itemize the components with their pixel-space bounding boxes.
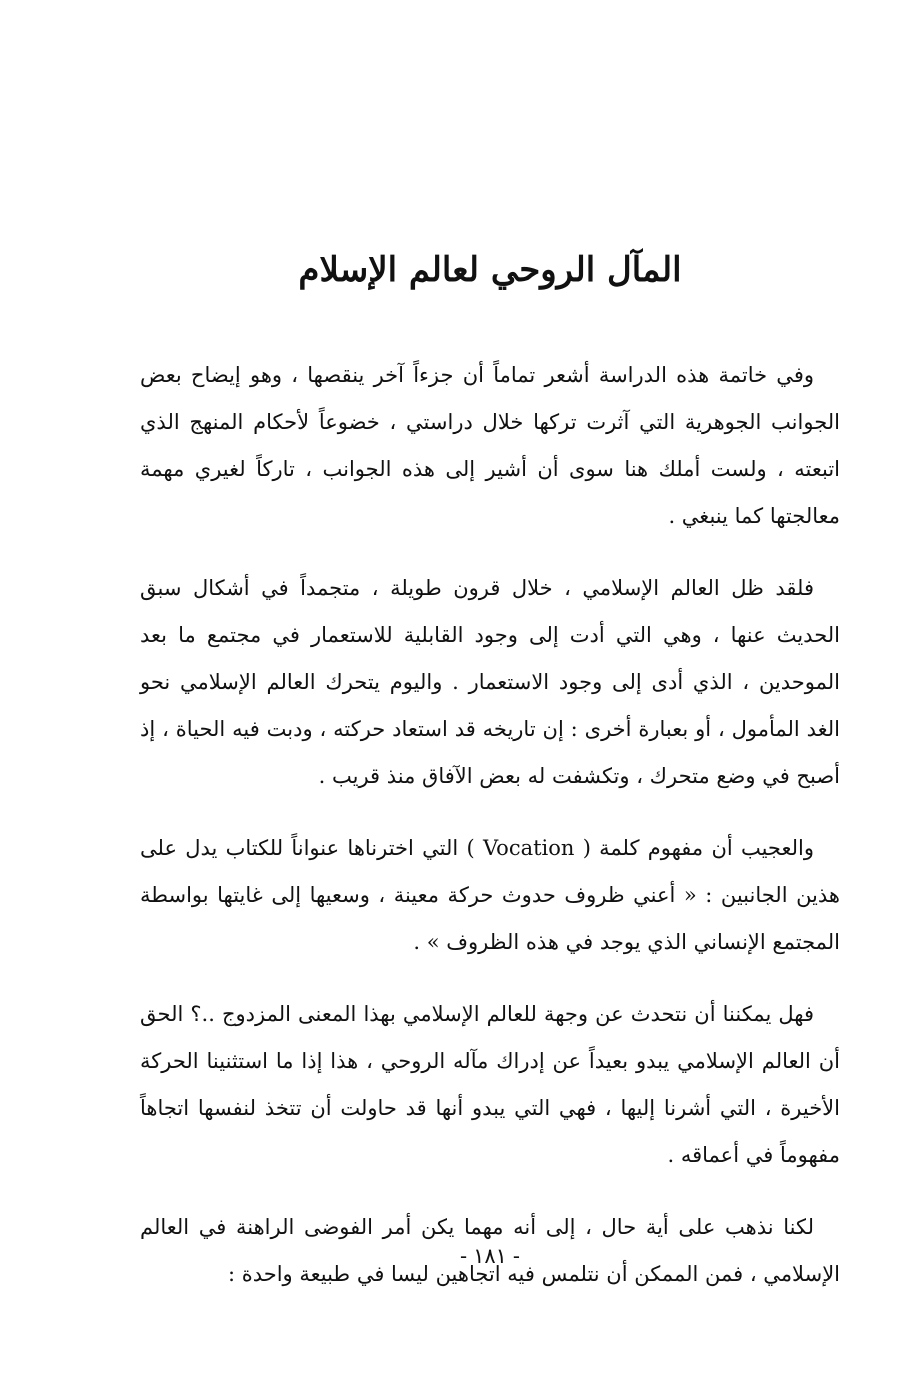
folio-dash-right: - [512, 1244, 521, 1268]
folio-dash-left: - [459, 1244, 468, 1268]
paragraph-2: فلقد ظل العالم الإسلامي ، خلال قرون طويلة ، متجمداً في أشكال سبق الحديث عنها ، وهي التي أدت إلى وجود القابلية للاستعمار في مجتمع ما بعد الموحدين ، الذي أدى إلى وجود الاستعمار . واليوم يتحرك العالم الإسلامي نحو الغد المأمول ، أو بعبارة أخرى : إن تاريخه قد استعاد حركته ، ودبت فيه الحياة ، إذ أصبح في وضع متحرك ، وتكشفت له بعض الآفاق منذ قريب . [140, 576, 840, 788]
page-number [390, 1236, 590, 1276]
page-number-value: ١٨١ [473, 1244, 507, 1268]
body-text [140, 352, 840, 1323]
paragraph-1: وفي خاتمة هذه الدراسة أشعر تماماً أن جزءاً آخر ينقصها ، وهو إيضاح بعض الجوانب الجوهرية التي آثرت تركها خلال دراستي ، خضوعاً لأحكام المنهج الذي اتبعته ، ولست أملك هنا سوى أن أشير إلى هذه الجوانب ، تاركاً لغيري مهمة معالجتها كما ينبغي . [140, 363, 840, 528]
chapter-title: المآل الروحي لعالم الإسلام [298, 250, 682, 290]
paragraph-3: والعجيب أن مفهوم كلمة ( Vocation ) التي اخترناها عنواناً للكتاب يدل على هذين الجانبين : « أعني ظروف حدوث حركة معينة ، وسعيها إلى غايتها بواسطة المجتمع الإنساني الذي يوجد في هذه الظروف » . [140, 836, 840, 954]
paragraph-5: لكنا نذهب على أية حال ، إلى أنه مهما يكن أمر الفوضى الراهنة في العالم الإسلامي ، فمن الممكن أن نتلمس فيه اتجاهين ليسا في طبيعة واحدة : [140, 1215, 840, 1286]
paragraph-4: فهل يمكننا أن نتحدث عن وجهة للعالم الإسلامي بهذا المعنى المزدوج ..؟ الحق أن العالم الإسلامي يبدو بعيداً عن إدراك مآله الروحي ، هذا إذا ما استثنينا الحركة الأخيرة ، التي أشرنا إليها ، فهي التي يبدو أنها قد حاولت أن تتخذ لنفسها اتجاهاً مفهوماً في أعماقه . [140, 1002, 840, 1167]
